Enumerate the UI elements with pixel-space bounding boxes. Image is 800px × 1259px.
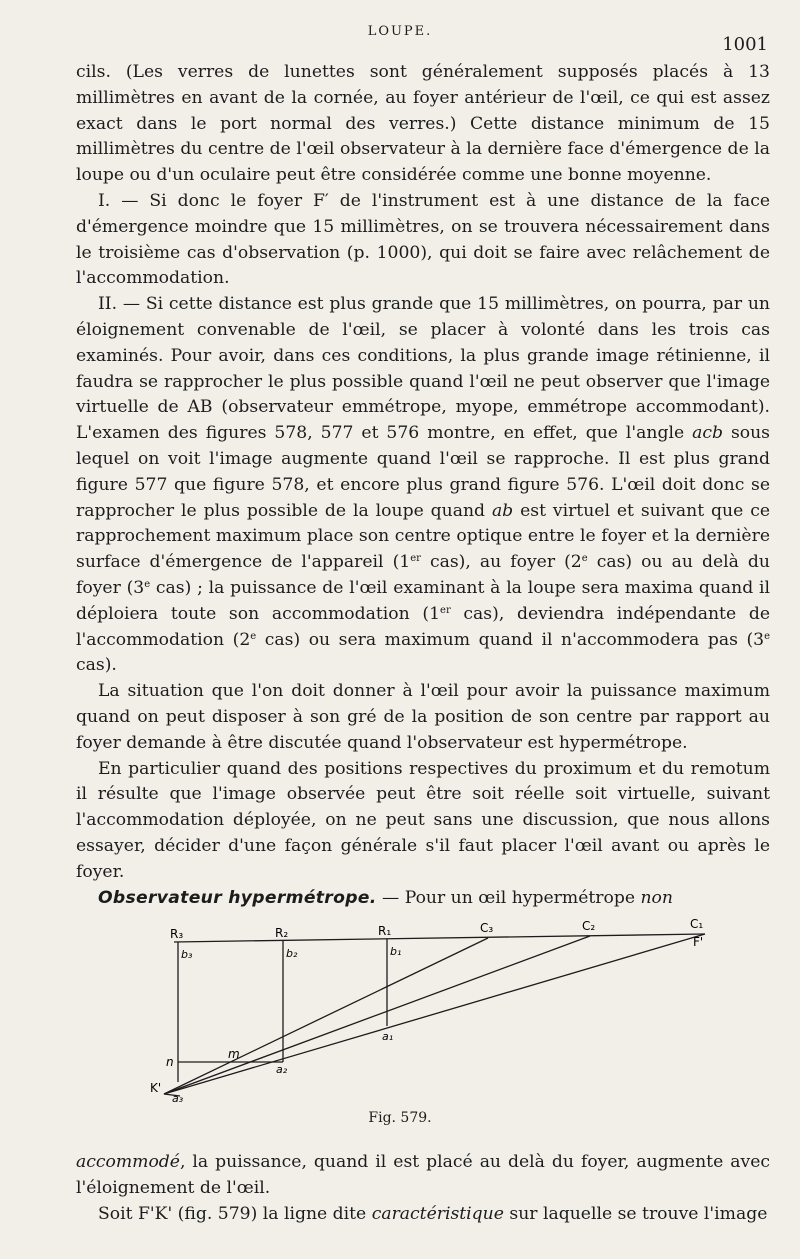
q-caracteristique: caractéristique (371, 1203, 504, 1224)
p2-part-d: cas), au foyer (2 (420, 552, 582, 573)
p2-sup-6: e (764, 630, 771, 642)
p2-ab: ab (491, 500, 514, 521)
paragraph-7 (76, 1202, 770, 1228)
label-c3: C₃ (480, 921, 494, 935)
paragraph-1: I. — Si donc le foyer F′ de l'instrument est à une distance de la face d'émergence moindre que 15 millimètres, on se trouvera nécessairement dans le troisième cas d'observation (p. 1000), qui doit se faire avec relâchement de l'accommodation. (76, 190, 770, 289)
figure-caption: Fig. 579. (368, 1110, 432, 1126)
p5-part-a: — Pour un œil hypermétrope (376, 887, 641, 908)
paragraph-6 (76, 1150, 770, 1202)
label-n: n (166, 1055, 174, 1069)
label-b1: b₁ (390, 945, 402, 958)
top-line (174, 934, 705, 942)
ray-c1 (164, 934, 705, 1094)
p2-part-i: cas). (76, 655, 117, 676)
body-text (76, 60, 770, 911)
p2-sup-3: e (144, 578, 151, 590)
label-b2: b₂ (286, 947, 298, 960)
label-c2: C₂ (582, 919, 596, 933)
label-k: K' (150, 1081, 162, 1095)
p2-sup-2: e (581, 553, 588, 565)
label-a3: a₃ (172, 1092, 184, 1105)
label-m: m (228, 1047, 240, 1061)
p2-part-e: cas) ou au delà du foyer (3 (76, 552, 770, 598)
paragraph-2 (76, 292, 770, 679)
label-a2: a₂ (276, 1063, 288, 1076)
p2-part-b: sous lequel on voit l'image augmente quand l'œil se rapproche. Il est plus grand figure 577 que figure 578, et encore plus grand figure 576. L'œil doit donc se rapprocher le plus possible de la loupe quand (76, 423, 771, 521)
p2-part-h: cas) ou sera maximum quand il n'accommodera pas (3 (256, 629, 765, 650)
p2-sup-5: e (250, 630, 257, 642)
label-b3: b₃ (181, 948, 193, 961)
ray-c2 (164, 936, 590, 1094)
p2-sup-4: er (440, 604, 451, 616)
q-part-2a: Soit F'K' (fig. 579) la ligne dite (98, 1203, 372, 1224)
p2-part-g: cas), deviendra indépendante de l'accommodation (2 (76, 603, 770, 650)
p2-acb: acb (692, 423, 723, 444)
q-part-2b: sur laquelle se trouve l'image (503, 1203, 768, 1224)
paragraph-3: La situation que l'on doit donner à l'œil pour avoir la puissance maximum quand on peut disposer à son gré de la position de son centre par rapport au foyer demande à être discutée quand l'observateur est hypermétrope. (76, 681, 770, 753)
paragraph-5 (76, 886, 770, 912)
p2-part-f: cas) ; la puissance de l'œil examinant à la loupe sera maxima quand il déploiera toute son accommodation (1 (76, 577, 771, 624)
p2-sup-1: er (410, 553, 421, 565)
label-f: F' (693, 935, 704, 949)
page-number: 1001 (722, 34, 768, 55)
label-a1: a₁ (382, 1030, 394, 1043)
label-r1: R₁ (378, 924, 392, 938)
p2-part-c: est virtuel et suivant que ce rapprochement maximum place son centre optique entre le foyer et la dernière surface d'émergence de l'appareil (1 (76, 500, 770, 573)
label-r3: R₃ (170, 927, 184, 941)
paragraph-4: En particulier quand des positions respectives du proximum et du remotum il résulte que l'image observée peut être soit réelle soit virtuelle, suivant l'accommodation déployée, on ne peut sans une discussion, que nous allons essayer, décider d'une façon générale s'il faut placer l'œil avant ou après le foyer. (76, 758, 770, 882)
section-heading: Observateur hypermétrope. (98, 887, 377, 908)
q-accommode: accommodé (76, 1152, 180, 1172)
p2-part-a: II. — Si cette distance est plus grande que 15 millimètres, on pourra, par un éloignement convenable de l'œil, se placer à volonté dans les trois cas examinés. Pour avoir, dans ces conditions, la plus grande image rétinienne, il faudra se rapprocher le plus possible quand l'œil ne peut observer que l'image virtuelle de AB (observateur emmétrope, myope, emmétrope accommodant). L'examen des figures 578, 577 et 576 montre, en effet, que l'angle (76, 294, 770, 444)
p5-non: non (640, 887, 673, 908)
ray-c3 (164, 938, 488, 1094)
running-title: LOUPE. (367, 24, 433, 39)
label-c1: C₁ (690, 917, 704, 931)
label-r2: R₂ (275, 926, 289, 940)
paragraph-0: cils. (Les verres de lunettes sont généralement supposés placés à 13 millimètres en avant de la cornée, au foyer antérieur de l'œil, ce qui est assez exact dans le port normal des verres.) Cette distance minimum de 15 millimètres du centre de l'œil observateur à la dernière face d'émergence de la loupe ou d'un oculaire peut être considérée comme une bonne moyenne. (76, 62, 770, 186)
figure-579 (150, 916, 730, 1106)
body-text-2 (76, 1150, 770, 1227)
q-part-1: , la puissance, quand il est placé au delà du foyer, augmente avec l'éloignement de l'œil. (76, 1152, 770, 1198)
